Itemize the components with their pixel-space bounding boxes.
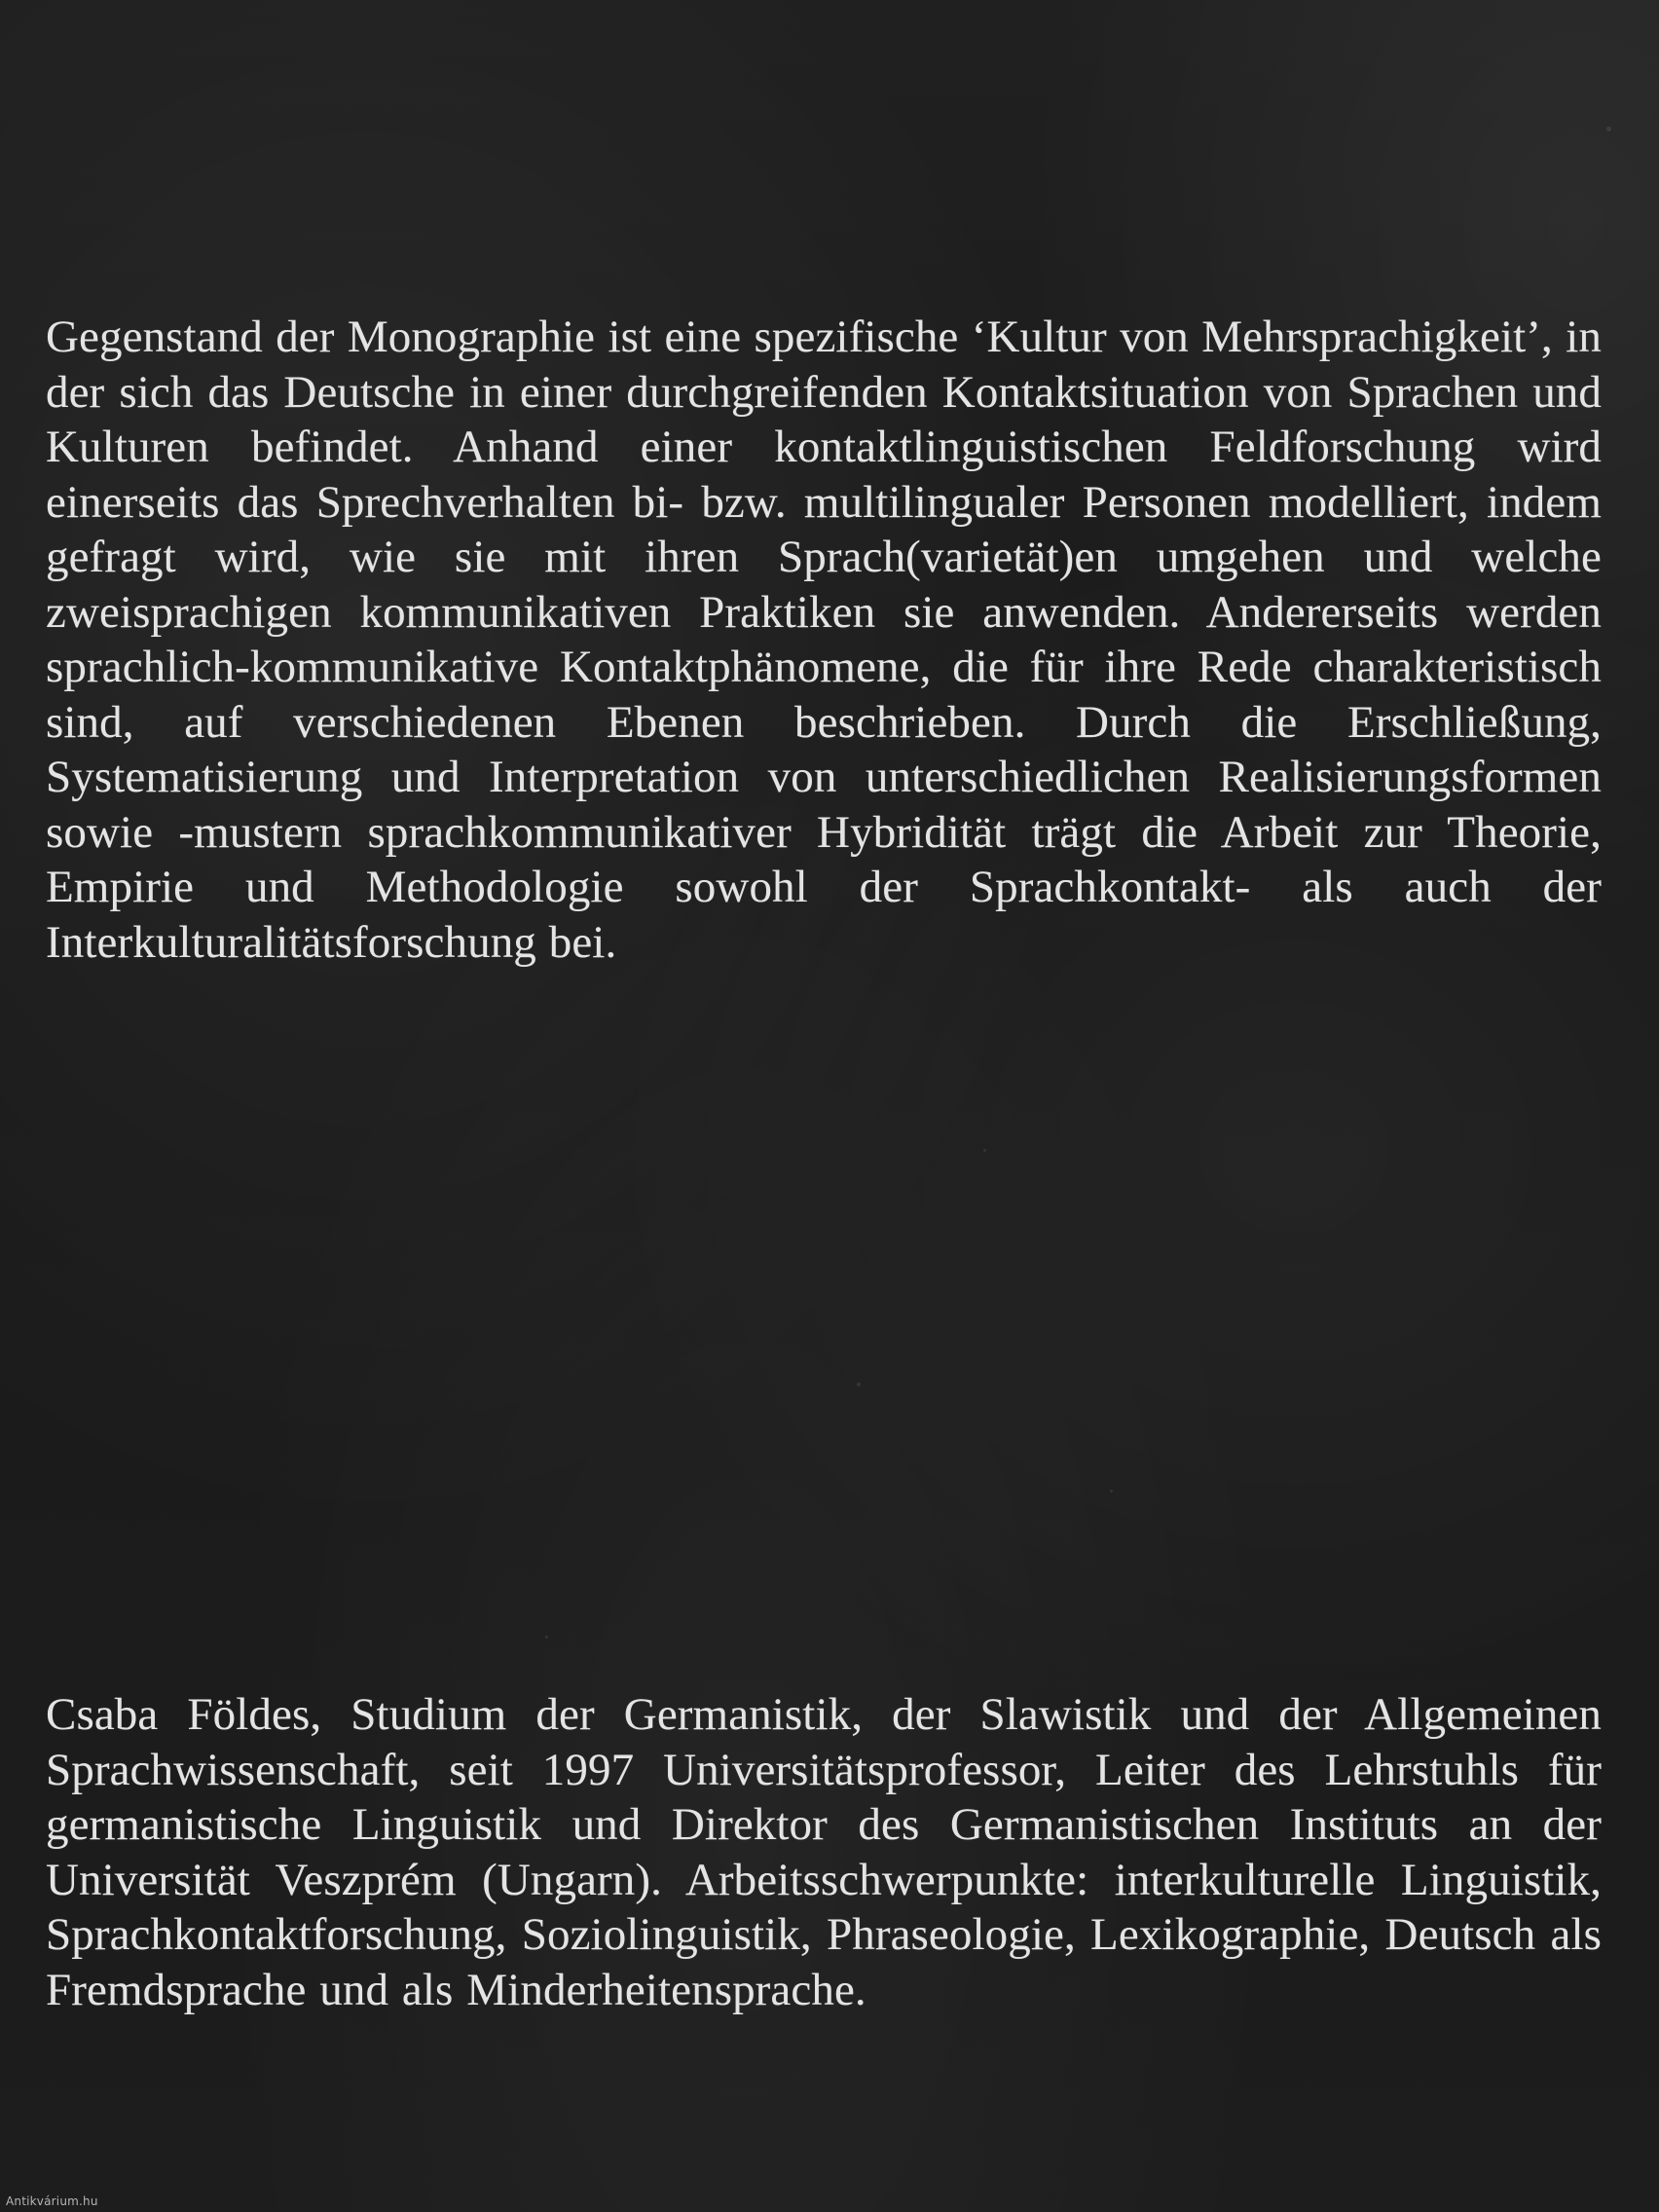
texture-speck (1110, 1490, 1113, 1493)
texture-speck (545, 1636, 548, 1639)
source-watermark: Antikvárium.hu (6, 2194, 98, 2208)
texture-speck (1606, 127, 1611, 131)
book-blurb-paragraph: Gegenstand der Monographie ist eine spezifische ‘Kultur von Mehrsprachigkeit’, in der sich das Deutsche in einer durchgreifenden Kontaktsituation von Sprachen und Kulturen befindet. Anhand einer kontaktlinguistischen Feldforschung wird einerseits das Sprechverhalten bi- bzw. multilingualer Personen modelliert, indem gefragt wird, wie sie mit ihren Sprach(varietät)en umgehen und welche zweisprachigen kommunikativen Praktiken sie anwenden. Andererseits werden sprachlich-kommunikative Kontaktphänomene, die für ihre Rede charakteristisch sind, auf verschiedenen Ebenen beschrieben. Durch die Erschließung, Systematisierung und Interpretation von unterschiedlichen Realisierungsformen sowie -mustern sprachkommunikativer Hybridität trägt die Arbeit zur Theorie, Empirie und Methodologie sowohl der Sprachkontakt- als auch der Interkulturalitätsforschung bei. (46, 312, 1602, 968)
texture-speck (857, 1382, 861, 1386)
author-bio-paragraph: Csaba Földes, Studium der Germanistik, der Slawistik und der Allgemeinen Sprachwissenschaft, seit 1997 Universitätsprofessor, Leiter des Lehrstuhls für germanistische Linguistik und Direktor des Germanistischen Instituts an der Universität Veszprém (Ungarn). Arbeitsschwerpunkte: interkulturelle Linguistik, Sprachkontaktforschung, Soziolinguistik, Phraseologie, Lexikographie, Deutsch als Fremdsprache und als Minderheitensprache. (46, 1689, 1602, 2015)
texture-speck (983, 1149, 986, 1152)
